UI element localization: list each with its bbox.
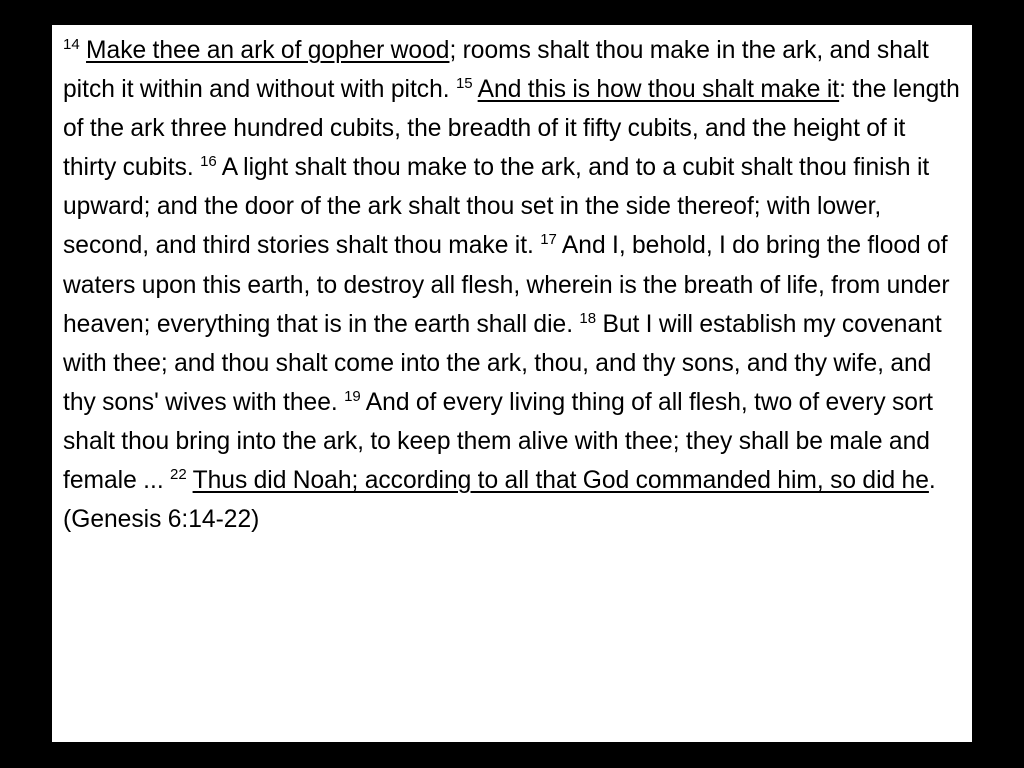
verse-text-15: : the length of the ark three hundred cubits, the breadth of it fifty cubits, and the height of it thirty cubits. bbox=[63, 76, 960, 182]
verse-number-18: 18 bbox=[579, 309, 597, 327]
verse-text-18: But I will establish my covenant with thee; and thou shalt come into the ark, thou, and thy sons, and thy wife, and thy sons' wives with thee. bbox=[63, 310, 942, 416]
verse-text-14: ; rooms shalt thou make in the ark, and shalt pitch it within and without with pitch. bbox=[63, 37, 929, 104]
verse-text-17: And I, behold, I do bring the flood of waters upon this earth, to destroy all flesh, wherein is the breath of life, from under heaven; everything that is in the earth shall die. bbox=[63, 232, 950, 338]
underlined-phrase-v22: Thus did Noah; according to all that God commanded him, so did he bbox=[192, 467, 929, 495]
slide-content-area bbox=[52, 25, 972, 742]
scripture-passage bbox=[63, 31, 960, 539]
scripture-reference: (Genesis 6:14-22) bbox=[63, 506, 260, 534]
verse-number-14: 14 bbox=[63, 36, 80, 53]
underlined-phrase-v15: And this is how thou shalt make it bbox=[477, 76, 840, 104]
verse-number-22: 22 bbox=[170, 466, 187, 484]
verse-number-15: 15 bbox=[455, 75, 473, 93]
verse-number-17: 17 bbox=[540, 231, 557, 249]
verse-text-16: A light shalt thou make to the ark, and to a cubit shalt thou finish it upward; and the door of the ark shalt thou set in the side thereof; with lower, second, and third stories shalt thou make it. bbox=[63, 154, 930, 260]
verse-text-19: And of every living thing of all flesh, two of every sort shalt thou bring into the ark, to keep them alive with thee; they shall be male and female ... bbox=[63, 388, 933, 495]
underlined-phrase-v14: Make thee an ark of gopher wood bbox=[86, 37, 450, 64]
verse-number-16: 16 bbox=[200, 153, 217, 171]
verse-text-22: . bbox=[928, 467, 936, 495]
verse-number-19: 19 bbox=[344, 387, 361, 405]
